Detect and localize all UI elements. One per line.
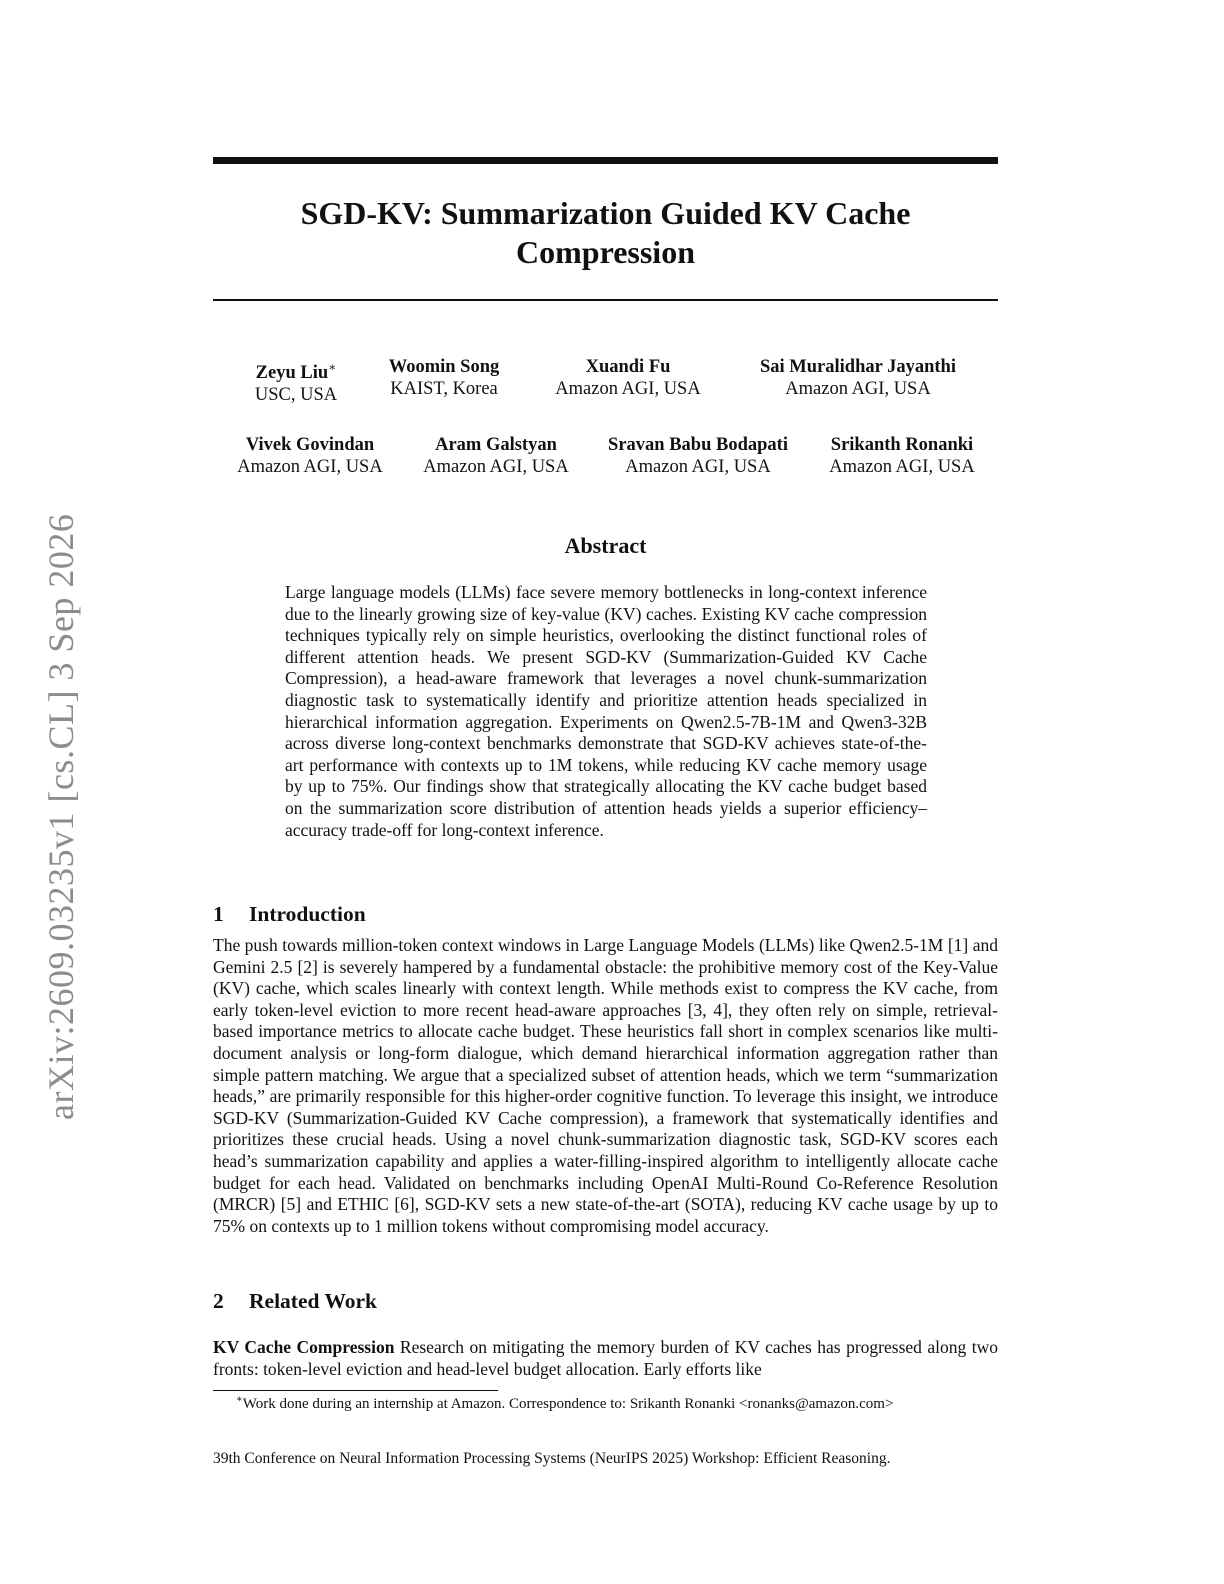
venue-line: 39th Conference on Neural Information Processing Systems (NeurIPS 2025) Workshop: Efficient Reasoning. xyxy=(213,1450,891,1467)
author-affiliation: Amazon AGI, USA xyxy=(555,379,701,399)
abstract-heading: Abstract xyxy=(564,533,647,558)
author-block xyxy=(820,434,984,478)
author-block xyxy=(748,356,968,400)
author-name: Xuandi Fu xyxy=(585,357,671,377)
author-block xyxy=(416,434,576,478)
author-affiliation: KAIST, Korea xyxy=(390,379,498,399)
title-bottom-rule xyxy=(213,299,998,301)
section-title: Related Work xyxy=(249,1289,378,1313)
footnote-mark: ∗ xyxy=(236,1394,243,1405)
section-heading xyxy=(213,1289,377,1314)
author-block xyxy=(230,434,390,478)
footnote-text: Work done during an internship at Amazon. Correspondence to: Srikanth Ronanki <ronanks@amazon.com> xyxy=(242,1396,894,1412)
related-work-paragraph xyxy=(213,1337,998,1380)
author-affiliation: Amazon AGI, USA xyxy=(237,457,383,477)
author-affiliation: Amazon AGI, USA xyxy=(829,457,975,477)
author-name: Srikanth Ronanki xyxy=(830,435,974,455)
section-title: Introduction xyxy=(249,902,366,926)
introduction-paragraph: The push towards million-token context windows in Large Language Models (LLMs) like Qwen2.5-1M [1] and Gemini 2.5 [2] is severely hampered by a fundamental obstacle: the prohibitive memory cost of the Key-Value (KV) cache, which scales linearly with context length. While methods exist to compress the KV cache, from early token-level eviction to more recent head-aware approaches [3, 4], they often rely on simple, retrieval-based importance metrics to allocate cache budget. These heuristics fall short in complex scenarios like multi-document analysis or long-form dialogue, which demand hierarchical information aggregation rather than simple pattern matching. We argue that a specialized subset of attention heads, which we term “summarization heads,” are primarily responsible for this higher-order cognitive function. To leverage this insight, we introduce SGD-KV (Summarization-Guided KV Cache compression), a framework that systematically identifies and prioritizes these crucial heads. Using a novel chunk-summarization diagnostic task, SGD-KV scores each head’s summarization capability and applies a water-filling-inspired algorithm to intelligently allocate cache budget for each head. Validated on benchmarks including OpenAI Multi-Round Co-Reference Resolution (MRCR) [5] and ETHIC [6], SGD-KV sets a new state-of-the-art (SOTA), reducing KV cache usage by up to 75% on contexts up to 1 million tokens without compromising model accuracy. xyxy=(213,935,998,1236)
author-affiliation: USC, USA xyxy=(254,385,338,406)
author-name: Zeyu Liu∗ xyxy=(255,360,337,384)
paragraph-runin-heading: KV Cache Compression xyxy=(213,1337,395,1357)
author-name: Aram Galstyan xyxy=(435,435,557,455)
section-number: 2 xyxy=(213,1289,224,1313)
footnote-rule xyxy=(213,1390,498,1391)
author-affiliation: Amazon AGI, USA xyxy=(785,379,931,399)
author-block xyxy=(384,356,504,400)
section-number: 1 xyxy=(213,902,224,926)
arxiv-identifier: arXiv:2609.03235v1 [cs.CL] 3 Sep 2026 xyxy=(41,513,81,1120)
paper-title: SGD-KV: Summarization Guided KV Cache Compression xyxy=(300,195,911,270)
author-name: Sravan Babu Bodapati xyxy=(608,435,788,455)
section-heading xyxy=(213,902,366,927)
author-affiliation: Amazon AGI, USA xyxy=(625,457,771,477)
footnote xyxy=(236,1394,893,1413)
author-name: Vivek Govindan xyxy=(245,435,375,455)
paragraph-text: Research on mitigating the memory burden of KV caches has progressed along two fronts: token-level eviction and head-level budget allocation. Early efforts like xyxy=(213,1337,998,1379)
author-name: Sai Muralidhar Jayanthi xyxy=(759,357,956,377)
title-top-rule xyxy=(213,157,998,164)
author-block xyxy=(548,356,708,400)
author-block xyxy=(598,434,798,478)
abstract-text: Large language models (LLMs) face severe memory bottlenecks in long-context inference due to the linearly growing size of key-value (KV) caches. Existing KV cache compression techniques typically rely on simple heuristics, overlooking the distinct functional roles of different attention heads. We present SGD-KV (Summarization-Guided KV Cache Compression), a head-aware framework that leverages a novel chunk-summarization diagnostic task to systematically identify and prioritize attention heads specialized in hierarchical information aggregation. Experiments on Qwen2.5-7B-1M and Qwen3-32B across diverse long-context benchmarks demonstrate that SGD-KV achieves state-of-the-art performance with contexts up to 1M tokens, while reducing KV cache memory usage by up to 75%. Our findings show that strategically allocating the KV cache budget based on the summarization score distribution of attention heads yields a superior efficiency–accuracy trade-off for long-context inference. xyxy=(285,582,927,840)
author-affiliation: Amazon AGI, USA xyxy=(423,457,569,477)
author-block xyxy=(248,356,344,406)
author-name: Woomin Song xyxy=(388,357,500,377)
